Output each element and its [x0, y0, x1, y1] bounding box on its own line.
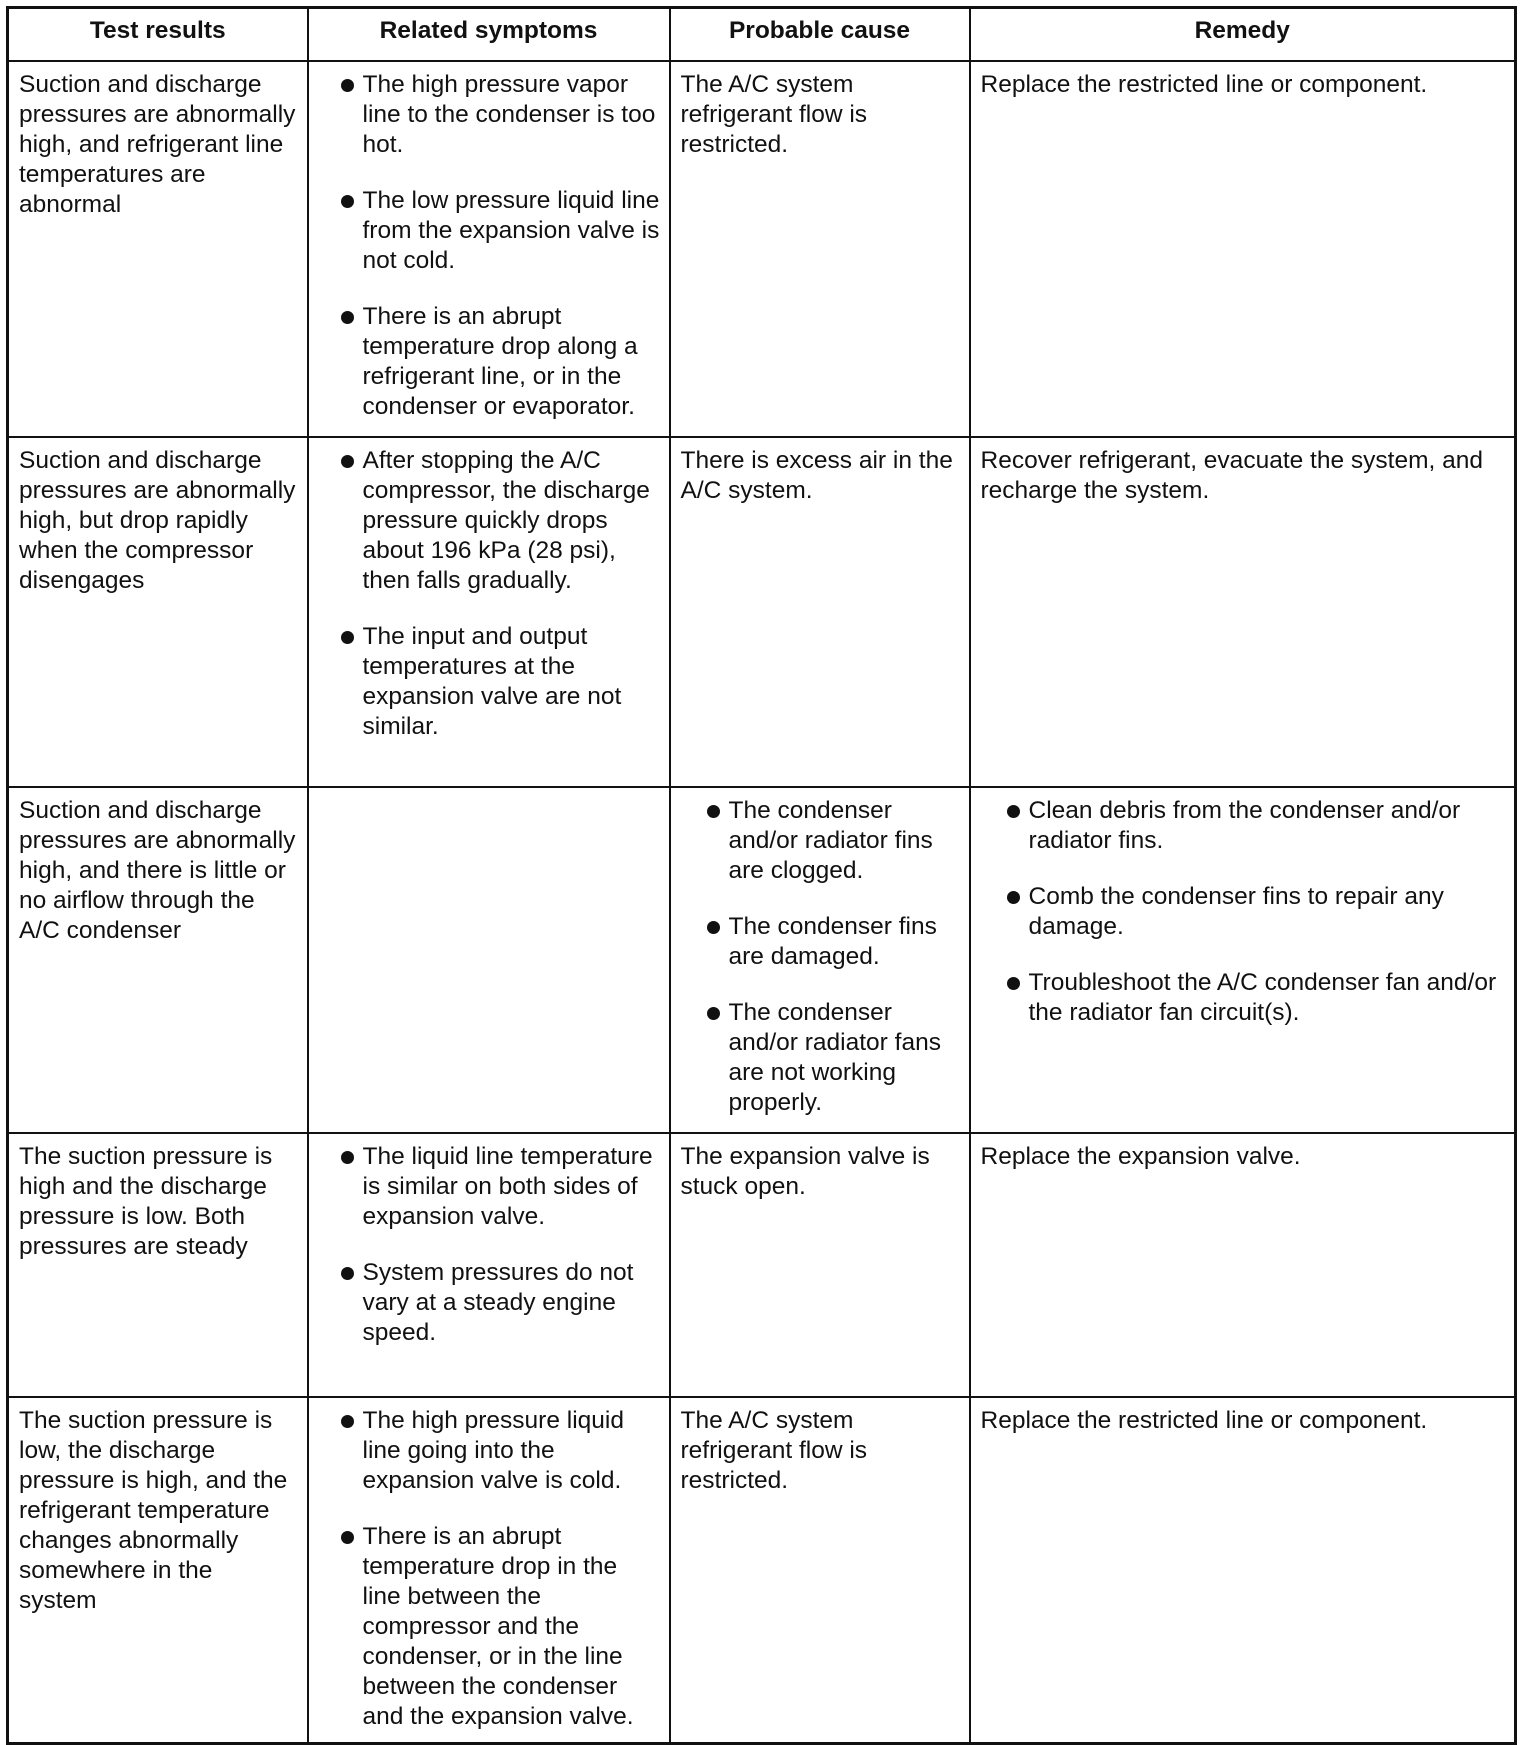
test-result-cell: Suction and discharge pressures are abnormally high, but drop rapidly when the compressor disengages — [8, 437, 308, 787]
cause-cell: The A/C system refrigerant flow is restricted. — [670, 1397, 970, 1744]
remedy-cell — [970, 787, 1516, 1133]
remedy-cell: Recover refrigerant, evacuate the system, and recharge the system. — [970, 437, 1516, 787]
remedy-item: Clean debris from the condenser and/or radiator fins. — [989, 796, 1505, 856]
table-row — [8, 1133, 1516, 1397]
troubleshooting-table-container — [6, 6, 1514, 1745]
cause-item: The condenser and/or radiator fins are clogged. — [689, 796, 963, 886]
symptoms-cell — [308, 1397, 670, 1744]
cause-item: The condenser and/or radiator fans are not working properly. — [689, 998, 963, 1118]
cause-cell: There is excess air in the A/C system. — [670, 437, 970, 787]
remedies-list — [989, 796, 1505, 1028]
symptoms-list — [323, 1142, 661, 1348]
symptom-item: The low pressure liquid line from the expansion valve is not cold. — [323, 186, 661, 276]
table-row — [8, 1397, 1516, 1744]
symptom-item: The input and output temperatures at the expansion valve are not similar. — [323, 622, 661, 742]
causes-list — [689, 796, 963, 1118]
remedy-item: Troubleshoot the A/C condenser fan and/or the radiator fan circuit(s). — [989, 968, 1505, 1028]
remedy-item: Comb the condenser fins to repair any damage. — [989, 882, 1505, 942]
test-result-cell: Suction and discharge pressures are abnormally high, and refrigerant line temperatures are abnormal — [8, 61, 308, 437]
cause-cell: The A/C system refrigerant flow is restricted. — [670, 61, 970, 437]
header-related-symptoms: Related symptoms — [308, 8, 670, 62]
symptom-item: After stopping the A/C compressor, the discharge pressure quickly drops about 196 kPa (28 psi), then falls gradually. — [323, 446, 661, 596]
symptom-item: There is an abrupt temperature drop in the line between the compressor and the condenser, or in the line between the condenser and the expansion valve. — [323, 1522, 661, 1732]
symptoms-cell — [308, 437, 670, 787]
table-row — [8, 61, 1516, 437]
header-test-results: Test results — [8, 8, 308, 62]
cause-cell: The expansion valve is stuck open. — [670, 1133, 970, 1397]
test-result-cell: The suction pressure is low, the discharge pressure is high, and the refrigerant temperature changes abnormally somewhere in the system — [8, 1397, 308, 1744]
remedy-cell: Replace the restricted line or component. — [970, 1397, 1516, 1744]
remedy-cell: Replace the restricted line or component. — [970, 61, 1516, 437]
troubleshooting-table — [6, 6, 1517, 1745]
symptom-item: System pressures do not vary at a steady engine speed. — [323, 1258, 661, 1348]
test-result-cell: The suction pressure is high and the discharge pressure is low. Both pressures are steady — [8, 1133, 308, 1397]
symptom-item: The high pressure vapor line to the condenser is too hot. — [323, 70, 661, 160]
symptoms-list — [323, 1406, 661, 1732]
table-header-row — [8, 8, 1516, 62]
header-remedy: Remedy — [970, 8, 1516, 62]
symptom-item: The liquid line temperature is similar on both sides of expansion valve. — [323, 1142, 661, 1232]
symptoms-list — [323, 70, 661, 422]
symptoms-cell — [308, 1133, 670, 1397]
table-row — [8, 437, 1516, 787]
symptom-item: There is an abrupt temperature drop along a refrigerant line, or in the condenser or evaporator. — [323, 302, 661, 422]
symptoms-cell — [308, 61, 670, 437]
cause-cell — [670, 787, 970, 1133]
remedy-cell: Replace the expansion valve. — [970, 1133, 1516, 1397]
symptom-item: The high pressure liquid line going into the expansion valve is cold. — [323, 1406, 661, 1496]
test-result-cell: Suction and discharge pressures are abnormally high, and there is little or no airflow through the A/C condenser — [8, 787, 308, 1133]
cause-item: The condenser fins are damaged. — [689, 912, 963, 972]
header-probable-cause: Probable cause — [670, 8, 970, 62]
symptoms-cell-empty — [308, 787, 670, 1133]
table-row — [8, 787, 1516, 1133]
symptoms-list — [323, 446, 661, 742]
